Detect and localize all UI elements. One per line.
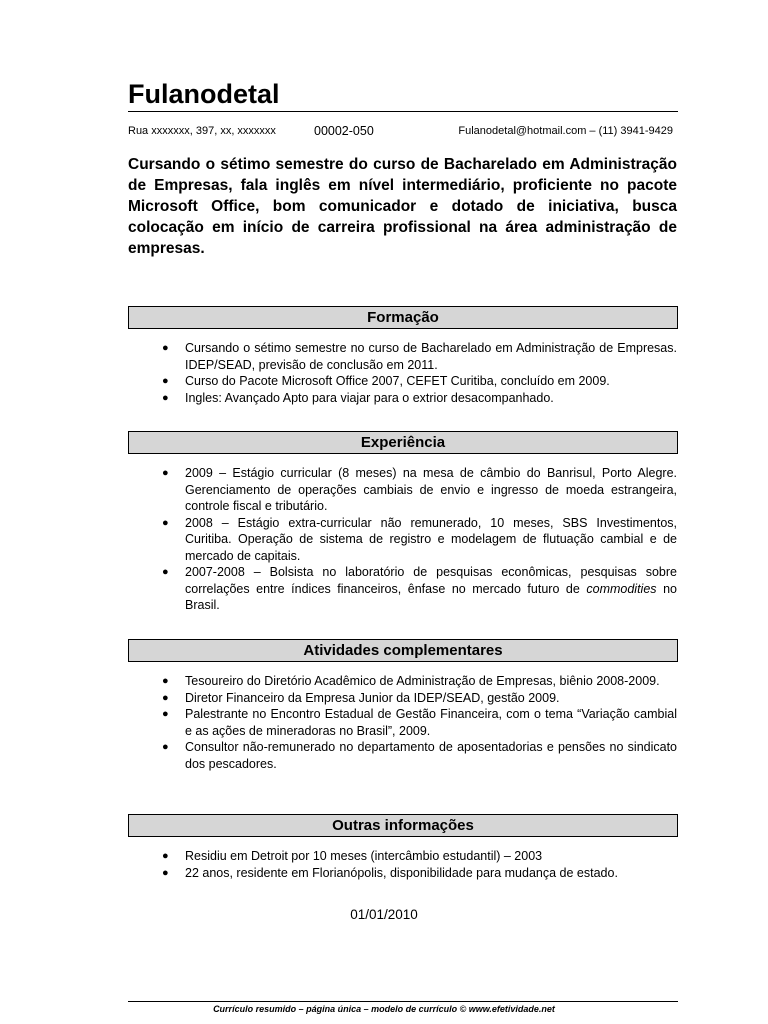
experiencia-list bbox=[150, 465, 677, 614]
bullet-icon: ● bbox=[162, 866, 169, 879]
email-phone-text: Fulanodetal@hotmail.com – (11) 3941-9429 bbox=[458, 125, 673, 137]
list-item: ● Diretor Financeiro da Empresa Junior da IDEP/SEAD, gestão 2009. bbox=[162, 690, 560, 705]
bullet-icon: ● bbox=[162, 691, 169, 704]
bullet-icon: ● bbox=[162, 566, 169, 578]
list-item: ● Palestrante no Encontro Estadual de Gestão Financeira, com o tema “Variação cambial e as ações de mineradoras no Brasil”, 2009. bbox=[162, 707, 677, 738]
bullet-icon: ● bbox=[162, 741, 169, 753]
address-text: Rua xxxxxxx, 397, xx, xxxxxxx bbox=[128, 125, 276, 137]
atividades-list bbox=[150, 673, 677, 772]
list-item: ● 2007-2008 – Bolsista no laboratório de pesquisas econômicas, pesquisas sobre correlações entre índices financeiros, ênfase no mercado futuro de commodities no Brasil. bbox=[162, 565, 677, 612]
bullet-icon: ● bbox=[162, 850, 169, 862]
bullet-icon: ● bbox=[162, 342, 169, 354]
list-item: ● 22 anos, residente em Florianópolis, disponibilidade para mudança de estado. bbox=[162, 865, 618, 880]
list-item: ● 2009 – Estágio curricular (8 meses) na mesa de câmbio do Banrisul, Porto Alegre. Gerenciamento de operações cambiais de envio e ingresso de moeda estrangeira, controle fiscal e tributário. bbox=[162, 466, 677, 513]
list-item: ● Consultor não-remunerado no departamento de aposentadorias e pensões no sindicato dos pescadores. bbox=[162, 740, 677, 771]
bullet-icon: ● bbox=[162, 516, 169, 529]
section-header-experiencia: Experiência bbox=[128, 431, 678, 454]
section-header-outras: Outras informações bbox=[128, 814, 678, 837]
list-item: ● Ingles: Avançado Apto para viajar para o extrior desacompanhado. bbox=[162, 390, 554, 405]
bullet-icon: ● bbox=[162, 391, 169, 404]
outras-list bbox=[150, 848, 677, 881]
list-item: ● Curso do Pacote Microsoft Office 2007, CEFET Curitiba, concluído em 2009. bbox=[162, 374, 610, 388]
list-item: ● 2008 – Estágio extra-curricular não remunerado, 10 meses, SBS Investimentos, Curitiba. Operação de sistema de registro e modelagem de flutuação cambial e de mercado de capitais. bbox=[162, 515, 677, 563]
header-divider bbox=[128, 111, 678, 112]
emphasis-text: commodities bbox=[586, 581, 657, 596]
footer-text: Currículo resumido – página única – modelo de currículo © www.efetividade.net bbox=[213, 1004, 555, 1014]
cep-text: 00002-050 bbox=[314, 124, 374, 138]
candidate-name: Fulanodetal bbox=[128, 79, 280, 109]
bullet-icon: ● bbox=[162, 375, 169, 387]
list-item: ● Tesoureiro do Diretório Acadêmico de Administração de Empresas, biênio 2008-2009. bbox=[162, 674, 660, 688]
list-item: ● Cursando o sétimo semestre no curso de Bacharelado em Administração de Empresas. IDEP/SEAD, previsão de conclusão em 2011. bbox=[162, 341, 677, 372]
section-header-formacao: Formação bbox=[128, 306, 678, 329]
footer-divider bbox=[128, 1001, 678, 1002]
objective-summary: Cursando o sétimo semestre do curso de Bacharelado em Administração de Empresas, fala inglês em nível intermediário, proficiente no pacote Microsoft Office, bom comunicador e dotado de iniciativa, busca colocação em início de carreira profissional na área administração de empresas. bbox=[128, 156, 677, 257]
formacao-list bbox=[150, 340, 677, 406]
bullet-icon: ● bbox=[162, 708, 169, 720]
document-date: 01/01/2010 bbox=[350, 907, 418, 922]
bullet-icon: ● bbox=[162, 467, 169, 479]
bullet-icon: ● bbox=[162, 675, 169, 687]
section-header-atividades: Atividades complementares bbox=[128, 639, 678, 662]
list-item: ● Residiu em Detroit por 10 meses (intercâmbio estudantil) – 2003 bbox=[162, 849, 543, 863]
